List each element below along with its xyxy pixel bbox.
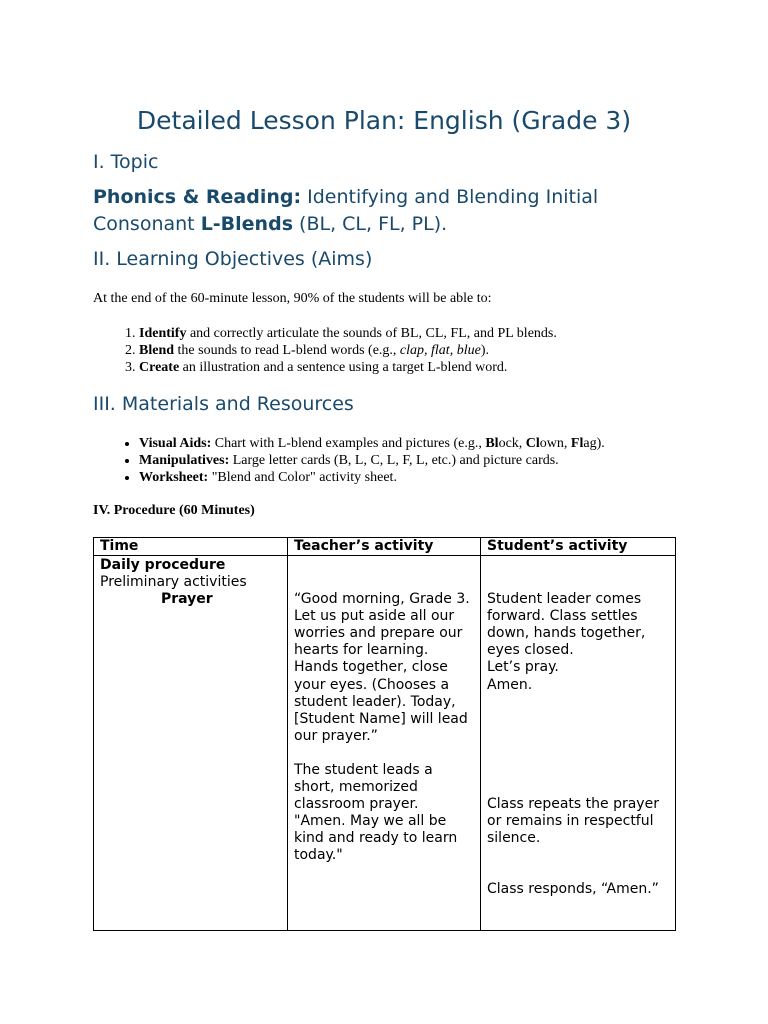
student-response-1: Student leader comes forward. Class settles down, hands together, eyes closed. Let’s pray. Amen. bbox=[487, 591, 646, 693]
header-teacher: Teacher’s activity bbox=[288, 538, 481, 556]
material-text: Chart with L-blend examples and pictures (e.g., bbox=[211, 436, 486, 451]
material-text: "Blend and Color" activity sheet. bbox=[208, 470, 397, 485]
example-blend: Bl bbox=[485, 436, 499, 451]
material-label: Manipulatives: bbox=[139, 453, 230, 468]
example-rest: ag). bbox=[583, 436, 605, 451]
section-heading-topic: I. Topic bbox=[93, 151, 159, 173]
student-cell bbox=[481, 556, 676, 931]
table-header-row bbox=[94, 538, 676, 556]
objective-item bbox=[139, 342, 557, 359]
objectives-list bbox=[93, 325, 557, 376]
daily-procedure-label: Daily procedure bbox=[100, 557, 226, 574]
student-response-2: Class repeats the prayer or remains in respectful silence. bbox=[487, 795, 659, 846]
material-item bbox=[139, 452, 605, 469]
material-item bbox=[139, 435, 605, 452]
procedure-table bbox=[93, 537, 676, 931]
teacher-cell bbox=[288, 556, 481, 931]
example-blend: Fl bbox=[570, 436, 584, 451]
procedure-heading: IV. Procedure (60 Minutes) bbox=[93, 503, 255, 518]
topic-lblends: L-Blends bbox=[200, 213, 293, 235]
material-text: Large letter cards (B, L, C, L, F, L, etc.) and picture cards. bbox=[229, 453, 559, 468]
objective-verb: Blend bbox=[139, 343, 175, 358]
teacher-greeting: “Good morning, Grade 3. Let us put aside all our worries and prepare our hearts for learning. Hands together, close your eyes. (Chooses a student leader). Today, [Student Name] will lead our prayer.” bbox=[294, 591, 470, 744]
objective-item bbox=[139, 359, 557, 376]
header-student: Student’s activity bbox=[481, 538, 676, 556]
topic-text: Identifying and Blending Initial Consonant bbox=[93, 186, 599, 235]
example-blend: Cl bbox=[525, 436, 540, 451]
section-heading-materials: III. Materials and Resources bbox=[93, 393, 354, 415]
document-title: Detailed Lesson Plan: English (Grade 3) bbox=[136, 106, 632, 135]
material-label: Visual Aids: bbox=[139, 436, 212, 451]
material-label: Worksheet: bbox=[139, 470, 209, 485]
section-heading-objectives: II. Learning Objectives (Aims) bbox=[93, 248, 373, 270]
topic-bold-label: Phonics & Reading: bbox=[93, 186, 302, 208]
objective-examples: clap, flat, blue bbox=[399, 343, 481, 358]
prayer-label: Prayer bbox=[161, 591, 213, 608]
table-row bbox=[94, 556, 676, 931]
objective-verb: Identify bbox=[139, 326, 187, 341]
objective-item bbox=[139, 325, 557, 342]
topic-text-end: (BL, CL, FL, PL). bbox=[293, 213, 448, 235]
objective-text-tail: ). bbox=[480, 343, 489, 358]
objective-verb: Create bbox=[139, 360, 180, 375]
teacher-prayer: The student leads a short, memorized classroom prayer. "Amen. May we all be kind and ready to learn today." bbox=[294, 761, 458, 864]
example-rest: ock, bbox=[498, 436, 526, 451]
objectives-intro: At the end of the 60-minute lesson, 90% of the students will be able to: bbox=[93, 291, 492, 306]
materials-list bbox=[93, 435, 605, 486]
topic-statement bbox=[93, 184, 693, 238]
example-rest: own, bbox=[539, 436, 571, 451]
material-item bbox=[139, 469, 605, 486]
time-cell bbox=[94, 556, 288, 931]
student-response-3: Class responds, “Amen.” bbox=[487, 880, 659, 897]
preliminary-label: Preliminary activities bbox=[100, 574, 247, 591]
objective-text: and correctly articulate the sounds of BL, CL, FL, and PL blends. bbox=[186, 326, 557, 341]
objective-text: an illustration and a sentence using a target L-blend word. bbox=[179, 360, 508, 375]
objective-text: the sounds to read L-blend words (e.g., bbox=[174, 343, 400, 358]
header-time: Time bbox=[94, 538, 288, 556]
